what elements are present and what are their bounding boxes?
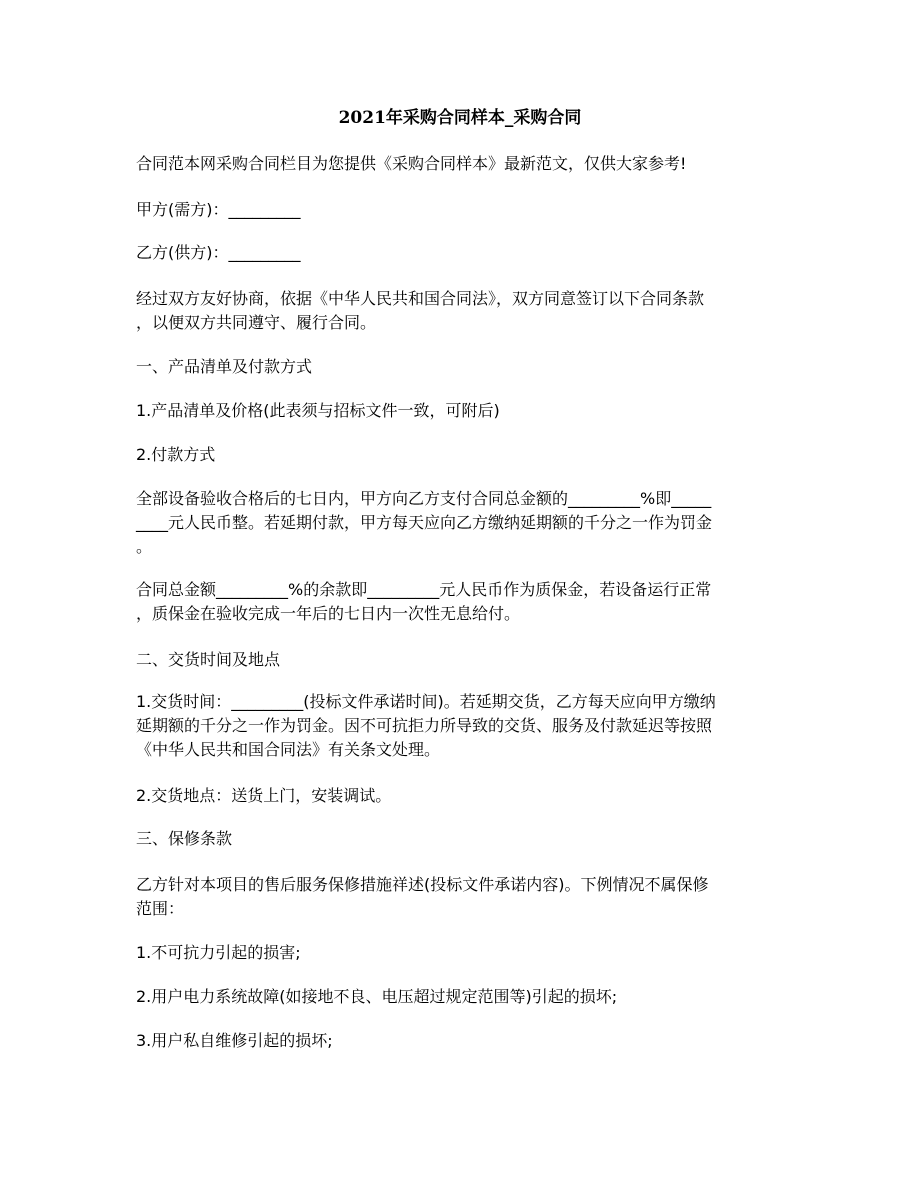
agreement-paragraph <box>136 287 788 335</box>
text-line: 延期额的千分之一作为罚金。因不可抗拒力所导致的交货、服务及付款延迟等按照 <box>136 716 713 735</box>
text-line: 3.用户私自维修引起的损坏; <box>136 1031 333 1050</box>
warranty-deposit-paragraph <box>136 578 788 626</box>
text-line: 2.付款方式 <box>136 445 216 464</box>
text-line: 合同范本网采购合同栏目为您提供《采购合同样本》最新范文，仅供大家参考! <box>136 154 687 173</box>
exclusion-item-1 <box>136 941 788 965</box>
text-line: 2.交货地点：送货上门，安装调试。 <box>136 786 392 805</box>
party-a-line <box>136 198 788 222</box>
text-line: 1.交货时间：_________(投标文件承诺时间)。若延期交货，乙方每天应向甲方缴纳 <box>136 692 716 711</box>
text-line: 《中华人民共和国合同法》有关条文处理。 <box>136 740 441 759</box>
intro-paragraph <box>136 152 788 176</box>
section-heading-1 <box>136 355 788 379</box>
section-heading-3 <box>136 827 788 851</box>
text-line: 乙方(供方)：_________ <box>136 243 301 262</box>
delivery-place-item <box>136 784 788 808</box>
text-line: 全部设备验收合格后的七日内，甲方向乙方支付合同总金额的_________%即_____ <box>136 489 712 508</box>
text-line: 。 <box>136 537 153 556</box>
text-line: 1.产品清单及价格(此表须与招标文件一致，可附后) <box>136 401 500 420</box>
section-heading-2 <box>136 648 788 672</box>
text-line: ，以便双方共同遵守、履行合同。 <box>136 313 377 332</box>
text-line: 三、保修条款 <box>136 829 233 848</box>
payment-paragraph <box>136 487 788 559</box>
text-line: 1.不可抗力引起的损害; <box>136 943 301 962</box>
party-b-line <box>136 241 788 265</box>
text-line: 2.用户电力系统故障(如接地不良、电压超过规定范围等)引起的损坏; <box>136 987 618 1006</box>
text-line: ____元人民币整。若延期付款，甲方每天应向乙方缴纳延期额的千分之一作为罚金 <box>136 513 713 532</box>
text-line: 范围： <box>136 899 185 918</box>
text-line: 甲方(需方)：_________ <box>136 200 301 219</box>
exclusion-item-2 <box>136 985 788 1009</box>
text-line: ，质保金在验收完成一年后的七日内一次性无息给付。 <box>136 604 521 623</box>
text-line: 乙方针对本项目的售后服务保修措施祥述(投标文件承诺内容)。下例情况不属保修 <box>136 875 709 894</box>
delivery-time-paragraph <box>136 690 788 762</box>
text-line: 二、交货时间及地点 <box>136 650 281 669</box>
product-list-item <box>136 399 788 423</box>
text-line: 一、产品清单及付款方式 <box>136 357 313 376</box>
document-title: 2021年采购合同样本_采购合同 <box>338 108 582 128</box>
payment-method-item <box>136 443 788 467</box>
text-line: 经过双方友好协商，依据《中华人民共和国合同法》，双方同意签订以下合同条款 <box>136 289 705 308</box>
exclusion-item-3 <box>136 1029 788 1053</box>
warranty-paragraph <box>136 873 788 921</box>
text-line: 合同总金额_________%的余款即_________元人民币作为质保金，若设备运行正常 <box>136 580 712 599</box>
